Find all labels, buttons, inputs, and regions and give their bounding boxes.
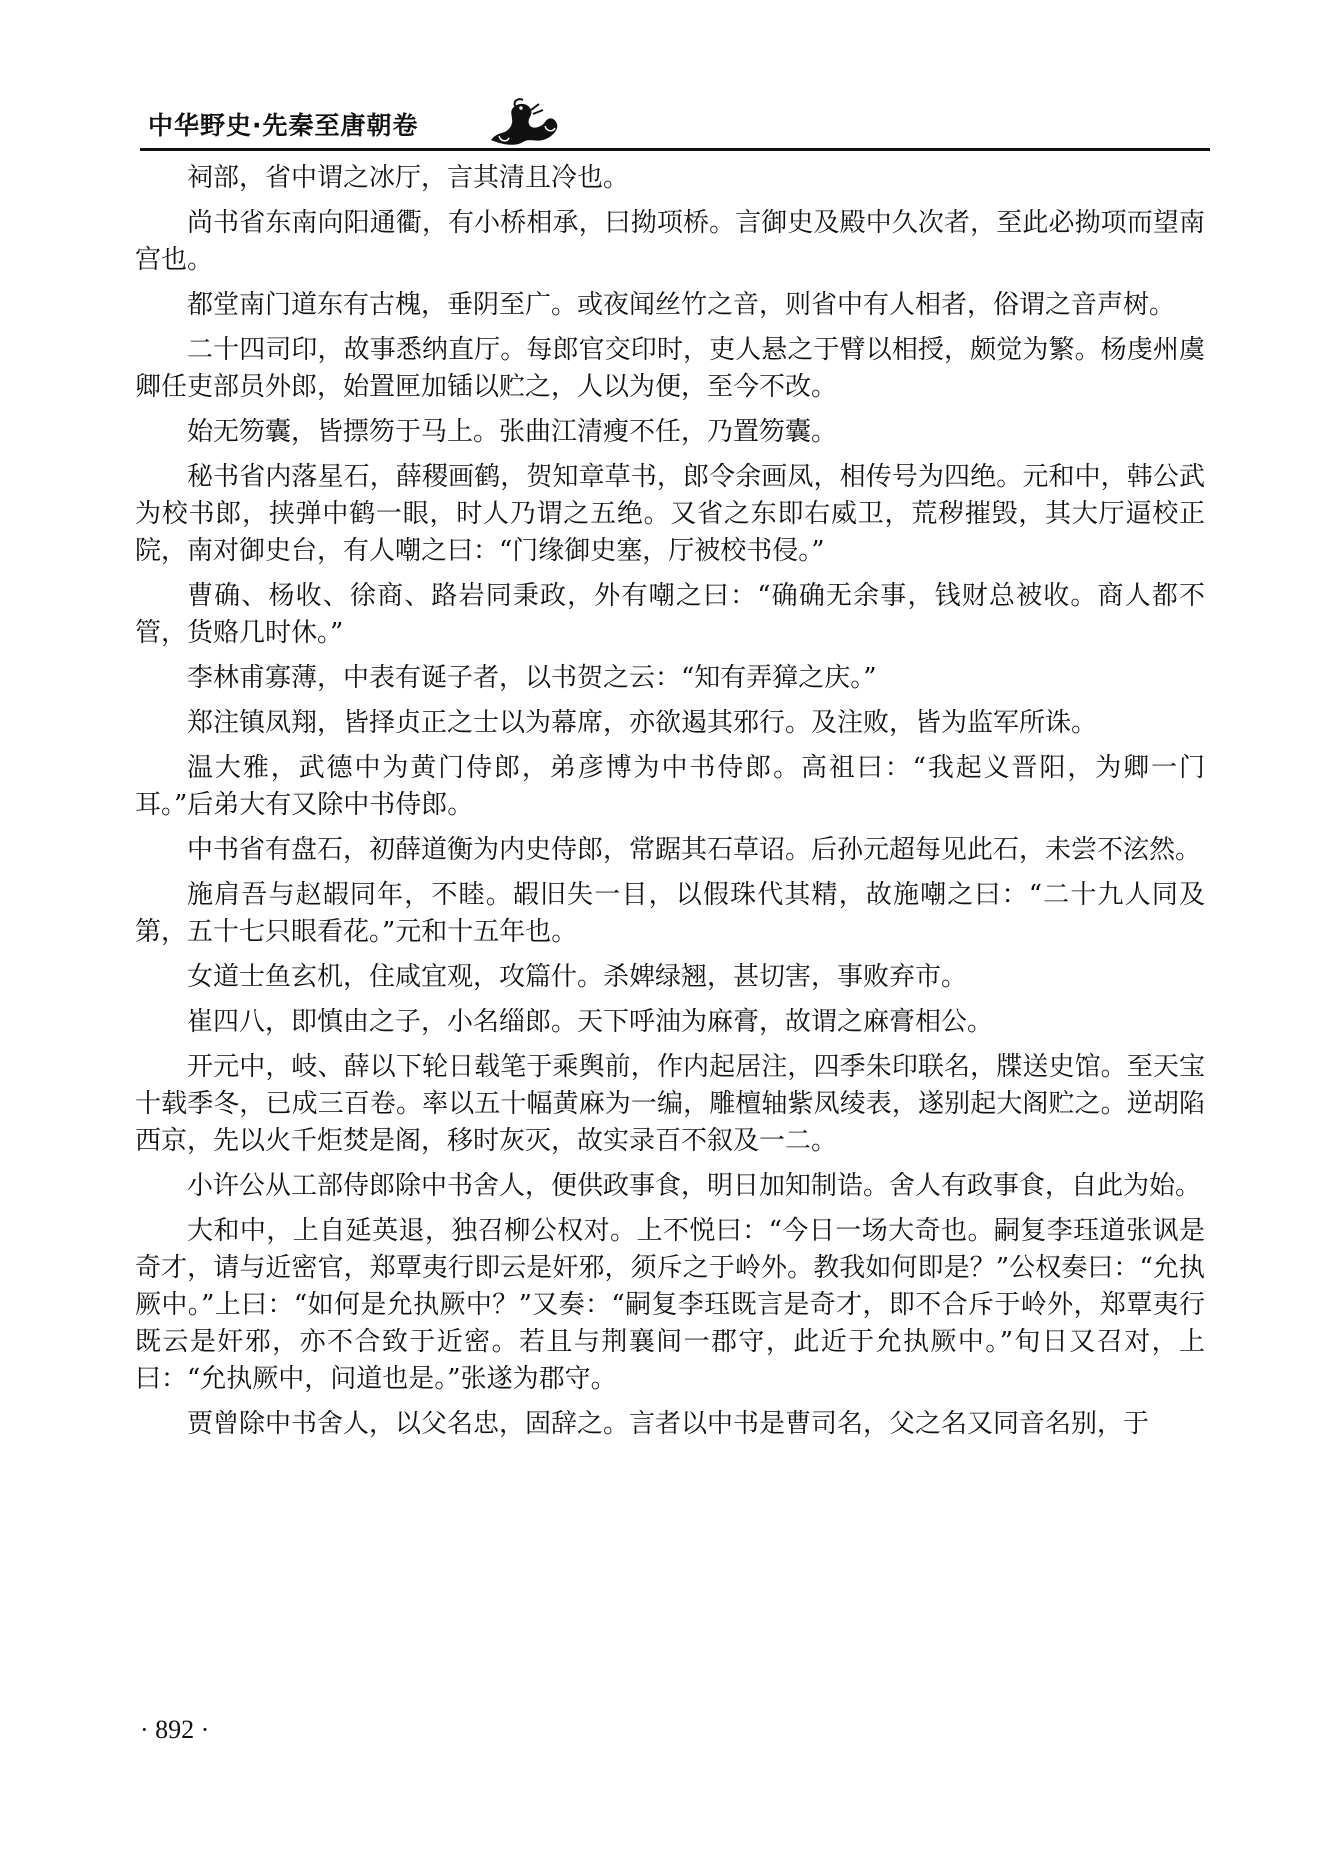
running-header-title: 中华野史·先秦至唐朝卷 [148,111,419,140]
page-number: · 892 · [140,1715,210,1744]
paragraph: 小许公从工部侍郎除中书舍人，便供政事食，明日加知制诰。舍人有政事食，自此为始。 [187,1171,1202,1201]
paragraph: 李林甫寡薄，中表有诞子者，以书贺之云：“知有弄獐之庆。” [187,663,877,693]
paragraph: 崔四八，即慎由之子，小名缁郎。天下呼油为麻膏，故谓之麻膏相公。 [187,1007,994,1037]
paragraph: 开元中，岐、薛以下轮日载笔于乘舆前，作内起居注，四季朱印联名，牒送史馆。至天宝十载季冬，已成三百卷。率以五十幅黄麻为一编，雕檀轴紫凤绫表，遂别起大阁贮之。逆胡陷西京，先以火千炬焚是阁，移时灰灭，故实录百不叙及一二。 [135,1052,1205,1156]
header-divider [140,148,1210,151]
paragraph: 女道士鱼玄机，住咸宜观，攻篇什。杀婢绿翘，甚切害，事败弃市。 [187,962,968,992]
page-body [135,160,1205,1451]
running-header [140,96,1210,152]
paragraph: 郑注镇凤翔，皆择贞正之士以为幕席，亦欲遏其邪行。及注败，皆为监军所诛。 [187,708,1098,738]
paragraph: 曹确、杨收、徐商、路岩同秉政，外有嘲之曰：“确确无余事，钱财总被收。商人都不管，货赂几时休。” [135,581,1205,648]
paragraph: 二十四司印，故事悉纳直厅。每郎官交印时，吏人悬之于臂以相授，颇觉为繁。杨虔州虞卿任吏部员外郎，始置匣加锸以贮之，人以为便，至今不改。 [135,335,1205,402]
paragraph: 中书省有盘石，初薛道衡为内史侍郎，常踞其石草诏。后孙元超每见此石，未尝不泫然。 [187,835,1202,865]
paragraph: 温大雅，武德中为黄门侍郎，弟彦博为中书侍郎。高祖曰：“我起义晋阳，为卿一门耳。”后弟大有又除中书侍郎。 [135,753,1205,820]
paragraph: 大和中，上自延英退，独召柳公权对。上不悦曰：“今日一场大奇也。嗣复李珏道张讽是奇才，请与近密官，郑覃夷行即云是奸邪，须斥之于岭外。教我如何即是？”公权奏曰：“允执厥中。”上曰：“如何是允执厥中？”又奏：“嗣复李珏既言是奇才，即不合斥于岭外，郑覃夷行既云是奸邪，亦不合致于近密。若且与荆襄间一郡守，此近于允执厥中。”旬日又召对，上曰：“允执厥中，问道也是。”张遂为郡守。 [135,1216,1205,1394]
paragraph: 秘书省内落星石，薛稷画鹤，贺知章草书，郎令余画凤，相传号为四绝。元和中，韩公武为校书郎，挟弹中鹤一眼，时人乃谓之五绝。又省之东即右威卫，荒秽摧毁，其大厅逼校正院，南对御史台，有人嘲之曰：“门缘御史塞，厅被校书侵。” [135,462,1205,566]
paragraph: 尚书省东南向阳通衢，有小桥相承，曰拗项桥。言御史及殿中久次者，至此必拗项而望南宫也。 [135,208,1205,275]
paragraph: 施肩吾与赵嘏同年，不睦。嘏旧失一目，以假珠代其精，故施嘲之曰：“二十九人同及第，五十七只眼看花。”元和十五年也。 [135,880,1205,947]
paragraph: 始无笏囊，皆摽笏于马上。张曲江清瘦不任，乃置笏囊。 [187,417,838,447]
dragon-emblem-icon [485,96,565,148]
paragraph: 祠部，省中谓之冰厅，言其清且冷也。 [187,163,630,193]
paragraph: 都堂南门道东有古槐，垂阴至广。或夜闻丝竹之音，则省中有人相者，俗谓之音声树。 [187,290,1176,320]
paragraph: 贾曾除中书舍人，以父名忠，固辞之。言者以中书是曹司名，父之名又同音名别，于 [187,1409,1150,1439]
